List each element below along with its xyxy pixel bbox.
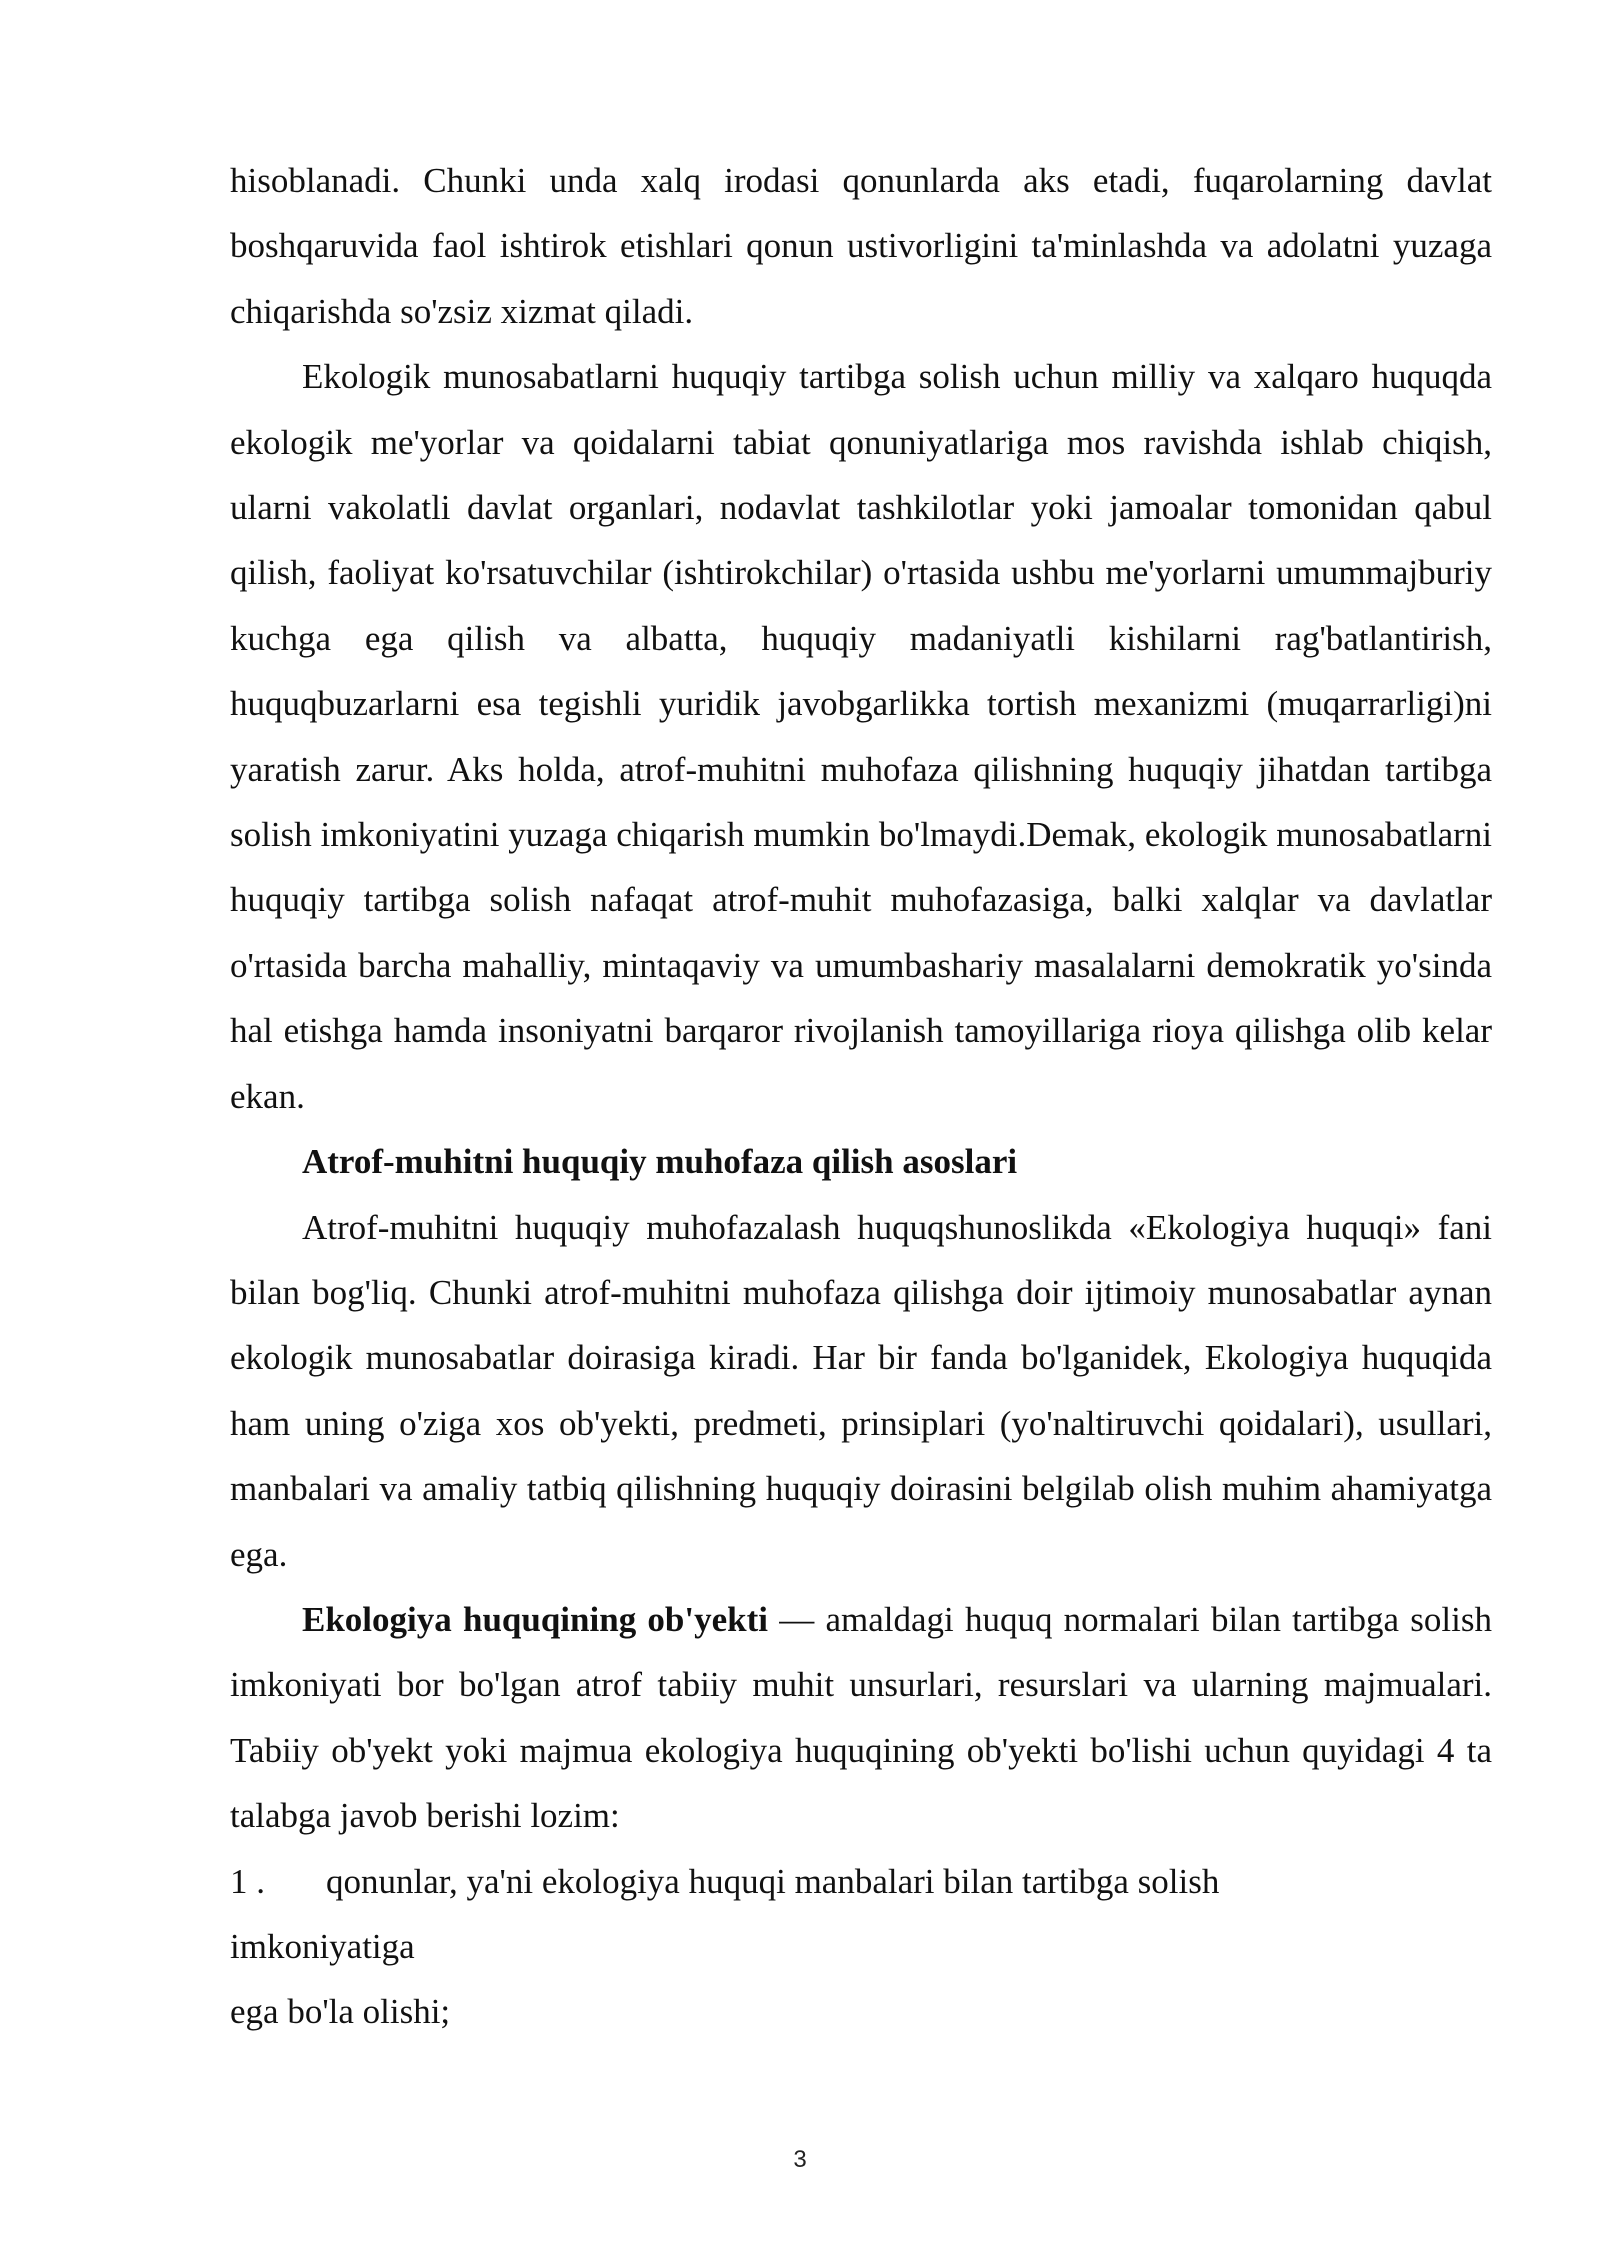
section-heading: Atrof-muhitni huquqiy muhofaza qilish asoslari [302,1142,1018,1182]
paragraph-ecological-relations: Ekologik munosabatlarni huquqiy tartibga solish uchun milliy va xalqaro huquqda ekologik me'yorlar va qoidalarni tabiat qonuniyatlariga mos ravishda ishlab chiqish, ularni vakolatli davlat organlari, nodavlat tashkilotlar yoki jamoalar tomonidan qabul qilish, faoliyat ko'rsatuvchilar (ishtirokchilar) o'rtasida ushbu me'yorlarni umummajburiy kuchga ega qilish va albatta, huquqiy madaniyatli kishilarni rag'batlantirish, huquqbuzarlarni esa tegishli yuridik javobgarlikka tortish mexanizmi (muqarrarligi)ni yaratish zarur. Aks holda, atrof-muhitni muhofaza qilishning huquqiy jihatdan tartibga solish imkoniyatini yuzaga chiqarish mumkin bo'lmaydi.Demak, ekologik munosabatlarni huquqiy tartibga solish nafaqat atrof-muhit muhofazasiga, balki xalqlar va davlatlar o'rtasida barcha mahalliy, mintaqaviy va umumbashariy masalalarni demokratik yo'sinda hal etishga hamda insoniyatni barqaror rivojlanish tamoyillariga rioya qilishga olib kelar ekan. [230,357,1492,1116]
list-item-line-1 [230,1849,1492,1914]
document-page [230,148,1492,2045]
list-item-line-2: imkoniyatiga [230,1926,415,1966]
list-marker: 1 . [230,1861,265,1901]
list-item-text: qonunlar, ya'ni ekologiya huquqi manbalari bilan tartibga solish [326,1861,1220,1901]
paragraph-continuation: hisoblanadi. Chunki unda xalq irodasi qonunlarda aks etadi, fuqarolarning davlat boshqaruvida faol ishtirok etishlari qonun ustivorligini ta'minlashda va adolatni yuzaga chiqarishda so'zsiz xizmat qiladi. [230,161,1492,331]
term-ecology-law-object: Ekologiya huquqining ob'yekti [302,1599,768,1639]
page-number: 3 [793,2146,807,2173]
paragraph-ecology-law: Atrof-muhitni huquqiy muhofazalash huquqshunoslikda «Ekologiya huquqi» fani bilan bog'liq. Chunki atrof-muhitni muhofaza qilishga doir ijtimoiy munosabatlar aynan ekologik munosabatlar doirasiga kiradi. Har bir fanda bo'lganidek, Ekologiya huquqida ham uning o'ziga xos ob'yekti, predmeti, prinsiplari (yo'naltiruvchi qoidalari), usullari, manbalari va amaliy tatbiq qilishning huquqiy doirasini belgilab olish muhim ahamiyatga ega. [230,1207,1492,1574]
term-definition: — amaldagi huquq normalari bilan tartibga solish imkoniyati bor bo'lgan atrof tabiiy muhit unsurlari, resurslari va ularning majmualari. Tabiiy ob'yekt yoki majmua ekologiya huquqining ob'yekti bo'lishi uchun quyidagi 4 ta talabga javob berishi lozim: [230,1599,1492,1836]
paragraph-ecology-law-object [230,1587,1492,1849]
list-item [230,1849,1492,2045]
list-item-line-3: ega bo'la olishi; [230,1992,451,2032]
